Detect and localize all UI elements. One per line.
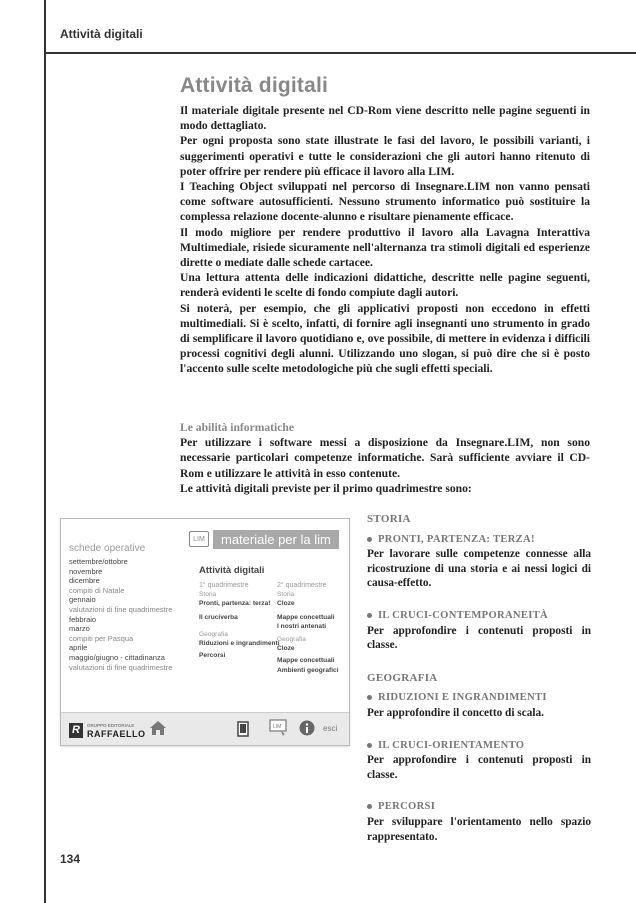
lim-icon[interactable]: LIM [189,531,209,547]
bullet-icon [367,613,372,618]
activity-link[interactable]: Percorsi [199,652,226,660]
intro-paragraph: Si noterà, per esempio, che gli applicativi proposti non eccedono in effetti multimediali. Si è scelto, infatti, di fornire agli insegnanti uno strumento in grado di semplificare il lavoro quotidiano e, ove possibile, di mettere in evidenza i difficili processi cognitivi degli alunni. Utilizzando uno slogan, si può dire che si è posto l'accento sulle scelte metodologiche più che sugli effetti speciali. [180,301,590,376]
schede-item[interactable]: dicembre [69,576,100,586]
activities-list [367,512,591,844]
page-number: 134 [60,852,81,866]
activity-link[interactable]: Mappe concettuali [277,613,335,621]
activity-link[interactable]: Mappe concettuali [277,657,335,665]
activity-description: Per sviluppare l'orientamento nello spazio rappresentato. [367,815,591,843]
exit-button[interactable]: esci [323,724,338,733]
intro-text [180,103,590,377]
raffaello-logo-mark: R [69,723,83,738]
schede-item[interactable]: aprile [69,643,88,653]
section-title: Le abilità informatiche [180,421,294,434]
activity-link[interactable]: Riduzioni e ingrandimenti [199,640,280,648]
category-label: Storia [199,591,217,599]
publisher-name: RAFFAELLO [87,729,146,739]
schede-item[interactable]: febbraio [69,614,97,624]
intro-paragraph: I Teaching Object sviluppati nel percorso di Insegnare.LIM non vanno pensati come software autosufficienti. Nessuno strumento informatico può sostituire la complessa relazione docente-alunno e risultare pienamente efficace. [180,180,590,224]
section-paragraph: Le attività digitali previste per il primo quadrimestre sono: [180,481,472,495]
schede-item[interactable]: settembre/ottobre [69,557,128,566]
activity-title: IL CRUCI-CONTEMPORANEITÀ [367,609,591,624]
schede-item[interactable]: marzo [69,624,90,634]
activity-title: RIDUZIONI E INGRANDIMENTI [367,691,591,706]
svg-text:LIM: LIM [273,724,282,730]
quadrimestre-2-column [277,581,339,675]
page-title: Attività digitali [180,74,329,97]
schede-item[interactable]: maggio/giugno - cittadinanza [69,652,165,662]
running-header: Attività digitali [60,27,143,41]
screenshot-header [189,529,339,549]
activity-title: PERCORSI [367,800,591,815]
software-screenshot [60,518,350,746]
intro-paragraph: Il modo migliore per rendere produttivo il lavoro alla Lavagna Interattiva Multimediale, risiede sicuramente nell'alternanza tra stimoli digitali ed esperienze dirette o mediate dalle schede cartacee. [180,225,590,270]
attivita-title: Attività digitali [199,565,265,576]
category-label: Geografia [199,630,228,638]
home-icon[interactable] [149,720,167,741]
bullet-icon [367,537,372,542]
schede-item[interactable]: compiti per Pasqua [69,633,134,643]
bullet-icon [367,695,372,700]
intro-paragraph: Il materiale digitale presente nel CD-Rom viene descritto nelle pagine seguenti in modo dettagliato. [180,104,590,133]
intro-paragraph: Per ogni proposta sono state illustrate le fasi del lavoro, le possibili varianti, i suggerimenti operativi e tutte le considerazioni che gli autori hanno ritenuto di poter offrire per rendere più efficace il lavoro alla LIM. [180,134,590,178]
section-paragraph: Per utilizzare i software messi a disposizione da Insegnare.LIM, non sono necessarie particolari competenze informatiche. Sarà sufficiente avviare il CD-Rom e utilizzare le attività in esso contenute. [180,436,590,480]
schede-item[interactable]: compiti di Natale [69,585,125,595]
category-label: Geografia [277,636,306,644]
activity-link[interactable]: Cloze [277,645,295,653]
schede-item[interactable]: valutazioni di fine quadrimestre [69,662,173,672]
storia-heading: STORIA [367,513,411,525]
info-icon[interactable] [299,720,315,741]
intro-paragraph: Una lettura attenta delle indicazioni didattiche, descritte nelle pagine seguenti, renderà evidenti le scelte di fondo compiute dagli autori. [180,271,590,300]
geografia-heading: GEOGRAFIA [367,671,438,684]
quadrimestre-label: 2° quadrimestre [277,582,327,589]
activity-link[interactable]: Pronti, partenza: terza! [199,600,271,608]
publisher-logo [69,722,146,738]
activity-link[interactable]: Il cruciverba [199,613,238,621]
activity-description: Per approfondire i contenuti proposti in classe. [367,624,591,652]
activity-link[interactable]: Ambienti geografici [277,666,339,674]
margin-rule-vertical [44,0,46,903]
schede-item[interactable]: gennaio [69,595,96,605]
activity-title: PRONTI, PARTENZA: TERZA! [367,533,591,548]
activity-description: Per approfondire i contenuti proposti in classe. [367,754,591,781]
activity-link[interactable]: Cloze [277,600,295,608]
activity-title: IL CRUCI-ORIENTAMENTO [367,739,591,754]
quadrimestre-label: 1° quadrimestre [199,582,249,589]
schede-item[interactable]: valutazioni di fine quadrimestre [69,604,173,614]
activity-description: Per lavorare sulle competenze connesse alla ricostruzione di una storia e ai nessi logici di causa-effetto. [367,548,591,590]
publisher-group: GRUPPO EDITORIALE [87,723,135,728]
schede-list [69,557,172,672]
activity-description: Per approfondire il concetto di scala. [367,706,544,719]
materiale-lim-label: materiale per la lim [213,530,339,549]
lim-board-icon[interactable] [269,719,287,742]
bullet-icon [367,743,372,748]
header-rule [44,52,636,54]
activity-link[interactable]: I nostri antenati [277,622,327,630]
document-icon[interactable] [237,721,249,742]
schede-item[interactable]: novembre [69,566,103,576]
category-label: Storia [277,591,295,599]
quadrimestre-1-column [199,581,280,660]
screenshot-footer [61,712,349,745]
section-abilita [180,420,590,496]
bullet-icon [367,804,372,809]
schede-title: schede operative [69,543,146,554]
